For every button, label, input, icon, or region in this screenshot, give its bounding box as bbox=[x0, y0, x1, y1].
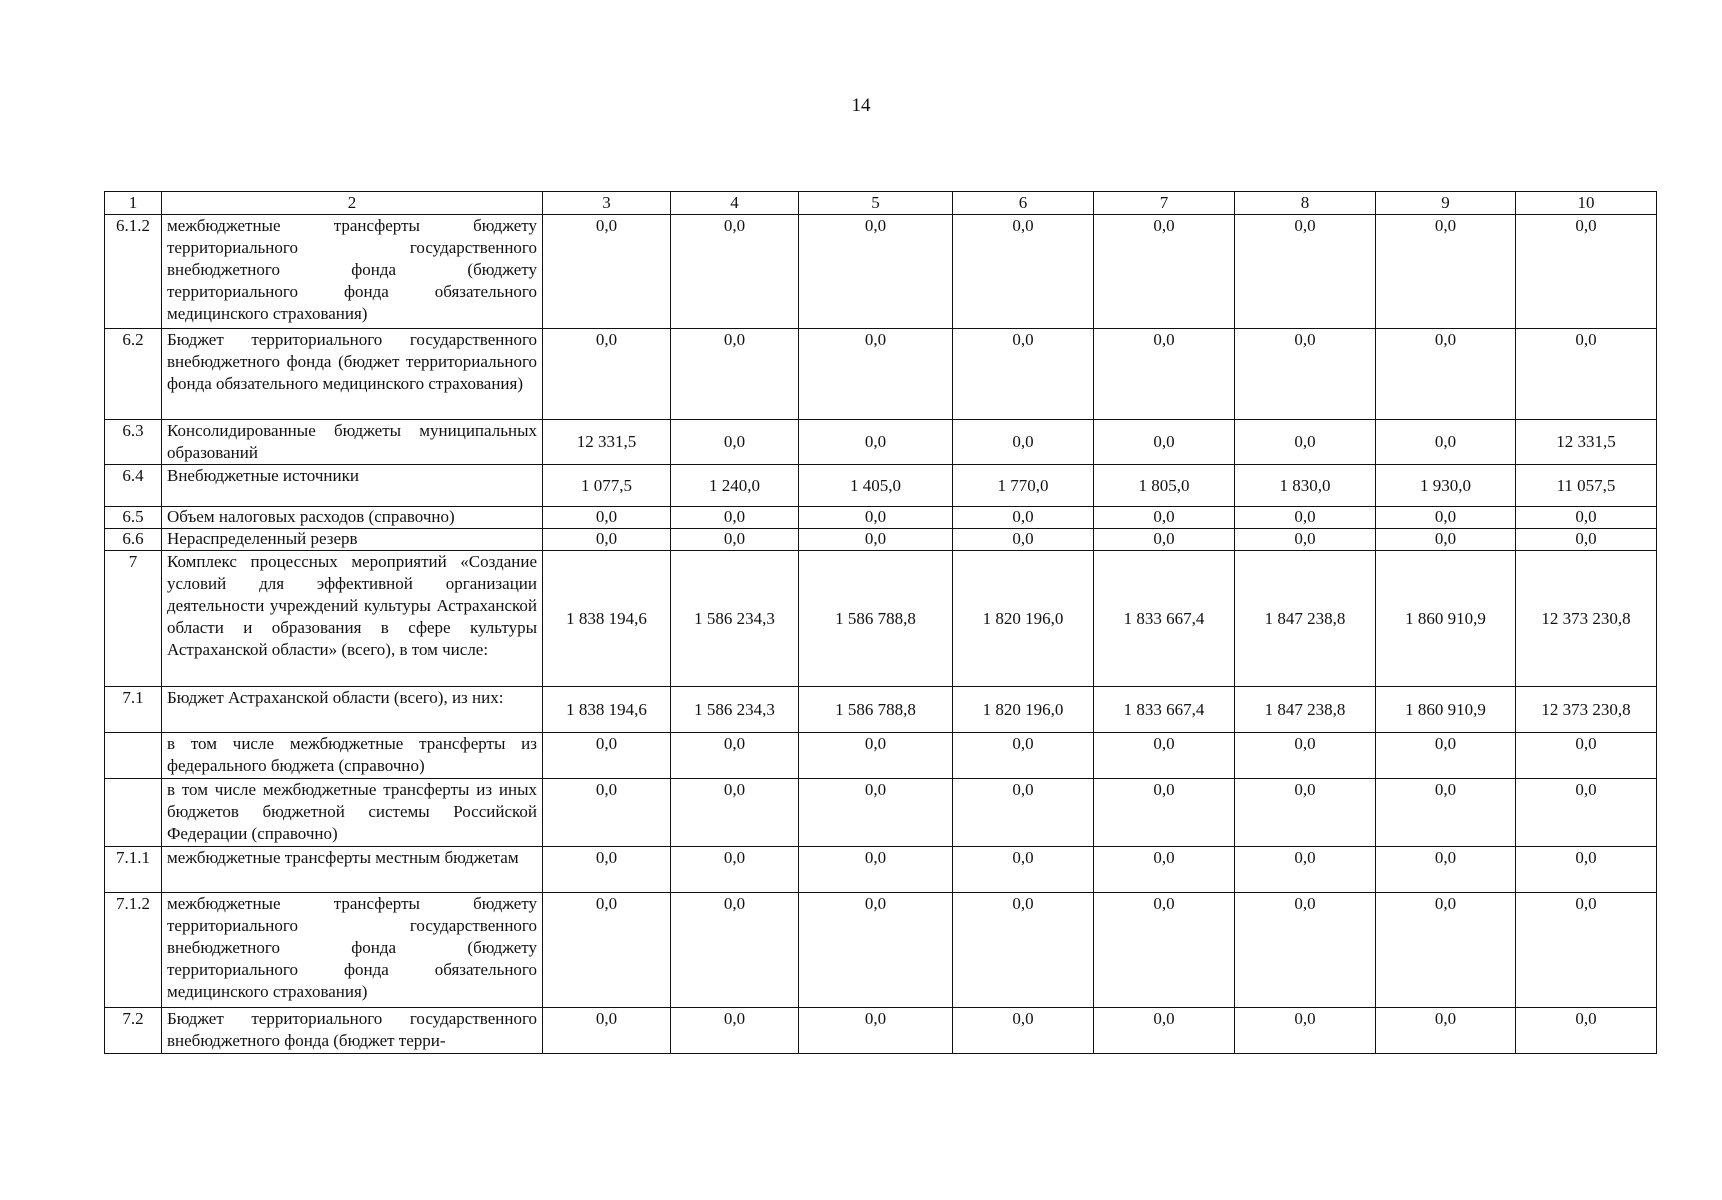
row-description-cell: Объем налоговых расходов (справочно) bbox=[162, 507, 543, 529]
value-cell-col-6: 1 820 196,0 bbox=[953, 551, 1094, 687]
row-number-cell: 6.6 bbox=[105, 529, 162, 551]
table-row bbox=[105, 1008, 1657, 1054]
value-cell-col-7: 1 833 667,4 bbox=[1094, 551, 1235, 687]
value-cell-col-8: 0,0 bbox=[1235, 507, 1376, 529]
value-cell-col-10: 0,0 bbox=[1516, 215, 1657, 329]
value-cell-col-9: 0,0 bbox=[1376, 215, 1516, 329]
value-cell-col-5: 0,0 bbox=[799, 329, 953, 420]
value-cell-col-3: 0,0 bbox=[543, 529, 671, 551]
value-cell-col-10: 12 373 230,8 bbox=[1516, 687, 1657, 733]
row-number-cell bbox=[105, 733, 162, 779]
value-cell-col-9: 1 860 910,9 bbox=[1376, 687, 1516, 733]
value-cell-col-7: 0,0 bbox=[1094, 779, 1235, 847]
value-cell-col-10: 0,0 bbox=[1516, 779, 1657, 847]
column-header: 5 bbox=[799, 192, 953, 215]
value-cell-col-4: 0,0 bbox=[671, 215, 799, 329]
value-cell-col-6: 0,0 bbox=[953, 847, 1094, 893]
value-cell-col-6: 0,0 bbox=[953, 329, 1094, 420]
value-cell-col-5: 0,0 bbox=[799, 733, 953, 779]
value-cell-col-6: 0,0 bbox=[953, 215, 1094, 329]
value-cell-col-8: 0,0 bbox=[1235, 733, 1376, 779]
value-cell-col-8: 0,0 bbox=[1235, 1008, 1376, 1054]
value-cell-col-9: 0,0 bbox=[1376, 529, 1516, 551]
value-cell-col-4: 0,0 bbox=[671, 529, 799, 551]
row-number-cell: 6.5 bbox=[105, 507, 162, 529]
value-cell-col-3: 1 077,5 bbox=[543, 465, 671, 507]
row-description-cell: Консолидированные бюджеты муниципальных образований bbox=[162, 420, 543, 465]
table-row bbox=[105, 847, 1657, 893]
row-number-cell bbox=[105, 779, 162, 847]
value-cell-col-4: 0,0 bbox=[671, 847, 799, 893]
row-description-cell: межбюджетные трансферты бюджету территориального государственного внебюджетного фонда (бюджету территориального фонда обязательного медицинского страхования) bbox=[162, 893, 543, 1008]
value-cell-col-8: 0,0 bbox=[1235, 329, 1376, 420]
value-cell-col-4: 0,0 bbox=[671, 733, 799, 779]
row-description-cell: Бюджет территориального государственного внебюджетного фонда (бюджет территориального фонда обязательного медицинского страхования) bbox=[162, 329, 543, 420]
value-cell-col-8: 1 847 238,8 bbox=[1235, 551, 1376, 687]
table-row bbox=[105, 733, 1657, 779]
value-cell-col-10: 0,0 bbox=[1516, 893, 1657, 1008]
value-cell-col-9: 0,0 bbox=[1376, 847, 1516, 893]
value-cell-col-9: 0,0 bbox=[1376, 1008, 1516, 1054]
value-cell-col-10: 0,0 bbox=[1516, 847, 1657, 893]
value-cell-col-10: 0,0 bbox=[1516, 529, 1657, 551]
value-cell-col-3: 12 331,5 bbox=[543, 420, 671, 465]
value-cell-col-5: 0,0 bbox=[799, 779, 953, 847]
value-cell-col-3: 1 838 194,6 bbox=[543, 687, 671, 733]
value-cell-col-7: 0,0 bbox=[1094, 847, 1235, 893]
value-cell-col-10: 0,0 bbox=[1516, 507, 1657, 529]
value-cell-col-3: 0,0 bbox=[543, 1008, 671, 1054]
row-description-cell: Нераспределенный резерв bbox=[162, 529, 543, 551]
value-cell-col-4: 0,0 bbox=[671, 779, 799, 847]
value-cell-col-9: 0,0 bbox=[1376, 893, 1516, 1008]
value-cell-col-10: 12 373 230,8 bbox=[1516, 551, 1657, 687]
value-cell-col-4: 1 586 234,3 bbox=[671, 687, 799, 733]
value-cell-col-3: 0,0 bbox=[543, 847, 671, 893]
value-cell-col-5: 1 405,0 bbox=[799, 465, 953, 507]
table-row bbox=[105, 893, 1657, 1008]
value-cell-col-10: 0,0 bbox=[1516, 1008, 1657, 1054]
value-cell-col-6: 0,0 bbox=[953, 733, 1094, 779]
value-cell-col-7: 0,0 bbox=[1094, 420, 1235, 465]
value-cell-col-3: 0,0 bbox=[543, 733, 671, 779]
page-number: 14 bbox=[851, 95, 871, 116]
value-cell-col-4: 1 586 234,3 bbox=[671, 551, 799, 687]
row-description-cell: Бюджет Астраханской области (всего), из них: bbox=[162, 687, 543, 733]
value-cell-col-8: 0,0 bbox=[1235, 847, 1376, 893]
value-cell-col-4: 1 240,0 bbox=[671, 465, 799, 507]
value-cell-col-10: 0,0 bbox=[1516, 733, 1657, 779]
column-header: 4 bbox=[671, 192, 799, 215]
table-row bbox=[105, 465, 1657, 507]
row-number-cell: 6.3 bbox=[105, 420, 162, 465]
value-cell-col-3: 0,0 bbox=[543, 215, 671, 329]
row-number-cell: 6.2 bbox=[105, 329, 162, 420]
value-cell-col-7: 0,0 bbox=[1094, 529, 1235, 551]
table-row bbox=[105, 529, 1657, 551]
value-cell-col-6: 0,0 bbox=[953, 529, 1094, 551]
value-cell-col-9: 0,0 bbox=[1376, 420, 1516, 465]
table-row bbox=[105, 551, 1657, 687]
row-number-cell: 7.1 bbox=[105, 687, 162, 733]
column-header: 10 bbox=[1516, 192, 1657, 215]
value-cell-col-3: 0,0 bbox=[543, 893, 671, 1008]
value-cell-col-6: 0,0 bbox=[953, 1008, 1094, 1054]
value-cell-col-7: 0,0 bbox=[1094, 893, 1235, 1008]
table-row bbox=[105, 779, 1657, 847]
column-header: 2 bbox=[162, 192, 543, 215]
table-row bbox=[105, 687, 1657, 733]
value-cell-col-6: 1 770,0 bbox=[953, 465, 1094, 507]
value-cell-col-4: 0,0 bbox=[671, 893, 799, 1008]
value-cell-col-5: 0,0 bbox=[799, 893, 953, 1008]
value-cell-col-10: 11 057,5 bbox=[1516, 465, 1657, 507]
value-cell-col-9: 0,0 bbox=[1376, 507, 1516, 529]
value-cell-col-8: 0,0 bbox=[1235, 779, 1376, 847]
value-cell-col-8: 0,0 bbox=[1235, 529, 1376, 551]
column-header: 7 bbox=[1094, 192, 1235, 215]
row-number-cell: 7.1.2 bbox=[105, 893, 162, 1008]
value-cell-col-7: 0,0 bbox=[1094, 733, 1235, 779]
value-cell-col-3: 0,0 bbox=[543, 507, 671, 529]
value-cell-col-8: 0,0 bbox=[1235, 893, 1376, 1008]
value-cell-col-7: 0,0 bbox=[1094, 215, 1235, 329]
value-cell-col-6: 0,0 bbox=[953, 893, 1094, 1008]
value-cell-col-9: 0,0 bbox=[1376, 733, 1516, 779]
row-description-cell: в том числе межбюджетные трансферты из иных бюджетов бюджетной системы Российской Федерации (справочно) bbox=[162, 779, 543, 847]
column-header: 3 bbox=[543, 192, 671, 215]
row-description-cell: Комплекс процессных мероприятий «Создание условий для эффективной организации деятельности учреждений культуры Астраханской области и образования в сфере культуры Астраханской области» (всего), в том числе: bbox=[162, 551, 543, 687]
row-description-cell: Внебюджетные источники bbox=[162, 465, 543, 507]
value-cell-col-4: 0,0 bbox=[671, 1008, 799, 1054]
value-cell-col-6: 1 820 196,0 bbox=[953, 687, 1094, 733]
row-number-cell: 7.1.1 bbox=[105, 847, 162, 893]
value-cell-col-7: 0,0 bbox=[1094, 329, 1235, 420]
value-cell-col-8: 1 830,0 bbox=[1235, 465, 1376, 507]
value-cell-col-9: 1 860 910,9 bbox=[1376, 551, 1516, 687]
column-header: 1 bbox=[105, 192, 162, 215]
row-description-cell: в том числе межбюджетные трансферты из федерального бюджета (справочно) bbox=[162, 733, 543, 779]
value-cell-col-8: 0,0 bbox=[1235, 420, 1376, 465]
value-cell-col-3: 1 838 194,6 bbox=[543, 551, 671, 687]
value-cell-col-4: 0,0 bbox=[671, 329, 799, 420]
value-cell-col-10: 12 331,5 bbox=[1516, 420, 1657, 465]
table-row bbox=[105, 329, 1657, 420]
value-cell-col-5: 0,0 bbox=[799, 507, 953, 529]
column-number-header-row bbox=[105, 192, 1657, 215]
value-cell-col-7: 0,0 bbox=[1094, 1008, 1235, 1054]
value-cell-col-3: 0,0 bbox=[543, 779, 671, 847]
value-cell-col-5: 0,0 bbox=[799, 1008, 953, 1054]
value-cell-col-5: 1 586 788,8 bbox=[799, 687, 953, 733]
table-row bbox=[105, 215, 1657, 329]
value-cell-col-8: 0,0 bbox=[1235, 215, 1376, 329]
value-cell-col-4: 0,0 bbox=[671, 420, 799, 465]
value-cell-col-6: 0,0 bbox=[953, 507, 1094, 529]
row-description-cell: межбюджетные трансферты местным бюджетам bbox=[162, 847, 543, 893]
value-cell-col-4: 0,0 bbox=[671, 507, 799, 529]
table-row bbox=[105, 420, 1657, 465]
value-cell-col-7: 1 833 667,4 bbox=[1094, 687, 1235, 733]
value-cell-col-5: 0,0 bbox=[799, 420, 953, 465]
budget-table bbox=[104, 191, 1657, 1054]
column-header: 8 bbox=[1235, 192, 1376, 215]
value-cell-col-8: 1 847 238,8 bbox=[1235, 687, 1376, 733]
row-number-cell: 7 bbox=[105, 551, 162, 687]
value-cell-col-6: 0,0 bbox=[953, 420, 1094, 465]
value-cell-col-3: 0,0 bbox=[543, 329, 671, 420]
value-cell-col-6: 0,0 bbox=[953, 779, 1094, 847]
value-cell-col-5: 0,0 bbox=[799, 847, 953, 893]
value-cell-col-9: 1 930,0 bbox=[1376, 465, 1516, 507]
value-cell-col-9: 0,0 bbox=[1376, 779, 1516, 847]
row-description-cell: Бюджет территориального государственного внебюджетного фонда (бюджет терри- bbox=[162, 1008, 543, 1054]
row-number-cell: 6.4 bbox=[105, 465, 162, 507]
value-cell-col-10: 0,0 bbox=[1516, 329, 1657, 420]
table-row bbox=[105, 507, 1657, 529]
column-header: 6 bbox=[953, 192, 1094, 215]
row-description-cell: межбюджетные трансферты бюджету территориального государственного внебюджетного фонда (бюджету территориального фонда обязательного медицинского страхования) bbox=[162, 215, 543, 329]
value-cell-col-5: 0,0 bbox=[799, 529, 953, 551]
row-number-cell: 7.2 bbox=[105, 1008, 162, 1054]
row-number-cell: 6.1.2 bbox=[105, 215, 162, 329]
column-header: 9 bbox=[1376, 192, 1516, 215]
value-cell-col-5: 1 586 788,8 bbox=[799, 551, 953, 687]
value-cell-col-7: 1 805,0 bbox=[1094, 465, 1235, 507]
value-cell-col-9: 0,0 bbox=[1376, 329, 1516, 420]
value-cell-col-7: 0,0 bbox=[1094, 507, 1235, 529]
value-cell-col-5: 0,0 bbox=[799, 215, 953, 329]
